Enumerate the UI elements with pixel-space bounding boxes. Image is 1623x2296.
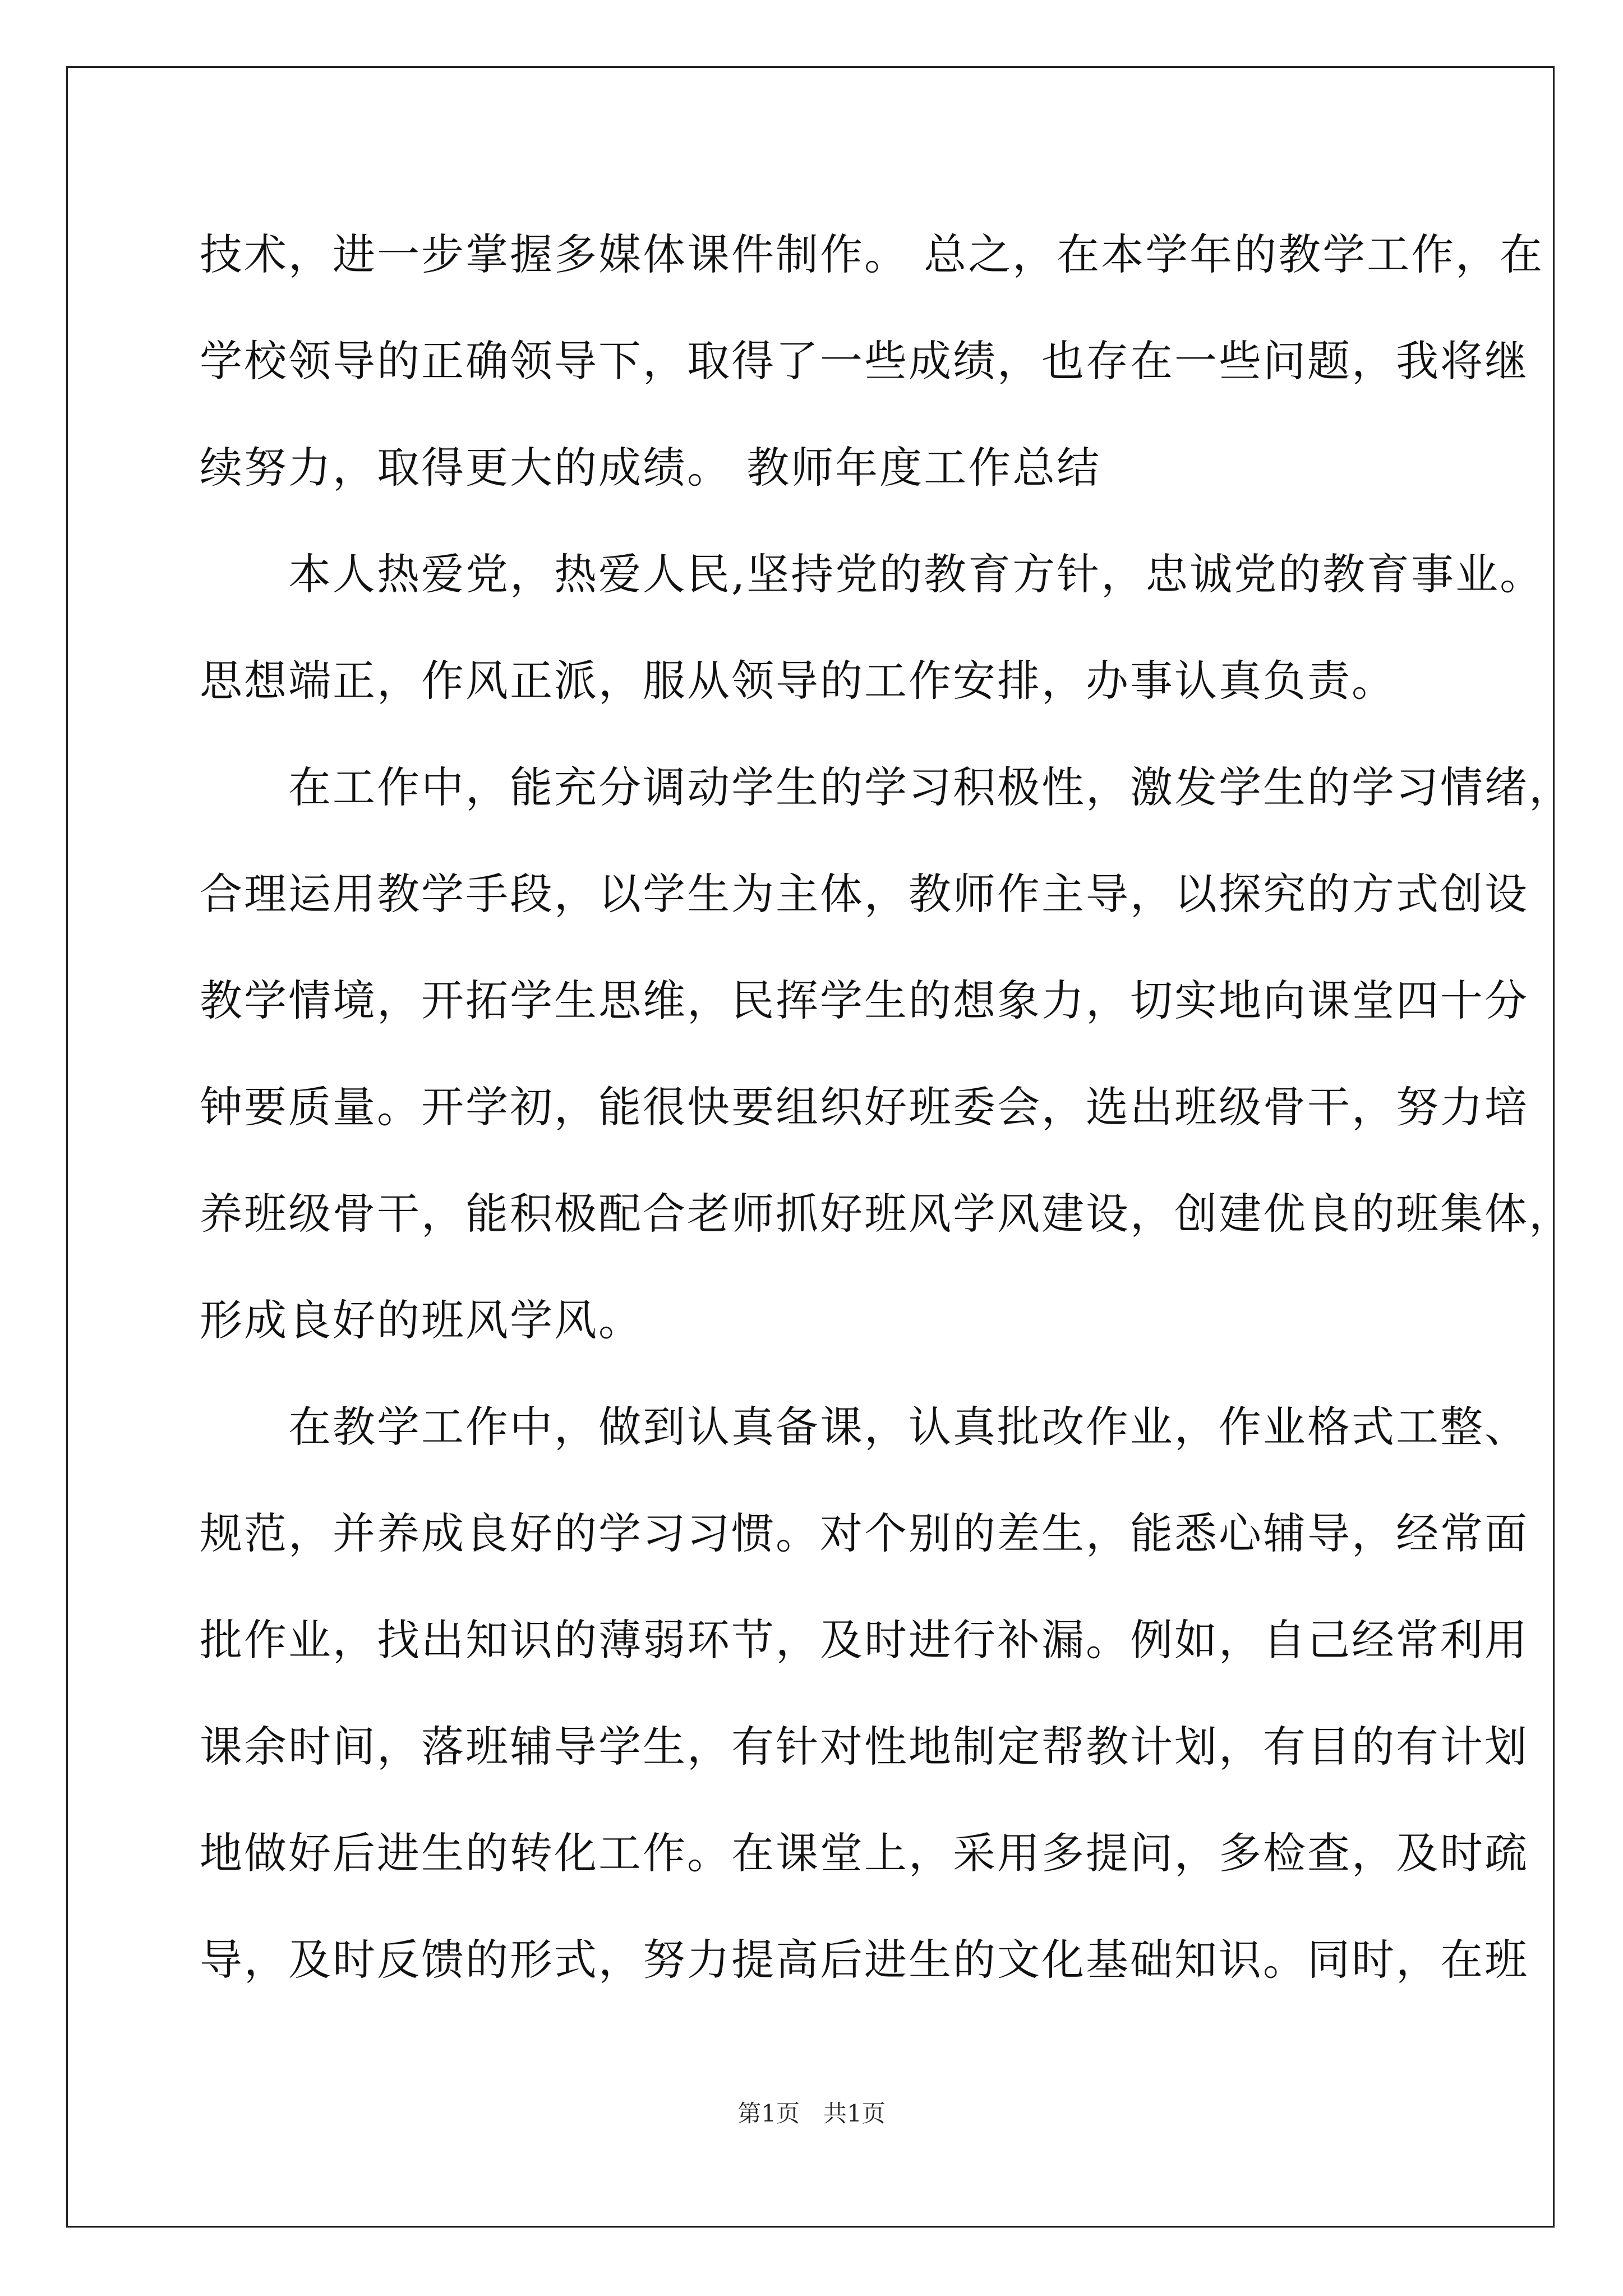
text-line: 批作业，找出知识的薄弱环节，及时进行补漏。例如，自己经常利用 [200,1615,1529,1665]
text-line: 合理运用教学手段，以学生为主体，教师作主导，以探究的方式创设 [200,869,1529,919]
text-line: 教学情境，开拓学生思维，民挥学生的想象力，切实地向课堂四十分 [200,976,1529,1025]
text-line: 课余时间，落班辅导学生，有针对性地制定帮教计划，有目的有计划 [200,1722,1529,1772]
text-line: 钟要质量。开学初，能很快要组织好班委会，选出班级骨干，努力培 [200,1082,1529,1132]
text-line: 本人热爱党，热爱人民,坚持党的教育方针，忠诚党的教育事业。 [200,549,1544,599]
text-line: 在工作中，能充分调动学生的学习积极性，激发学生的学习情绪， [200,762,1573,812]
text-line: 技术，进一步掌握多媒体课件制作。 总之，在本学年的教学工作，在 [200,229,1544,279]
text-line: 形成良好的班风学风。 [200,1295,643,1345]
text-line: 在教学工作中，做到认真备课，认真批改作业，作业格式工整、 [200,1402,1529,1452]
text-line: 养班级骨干，能积极配合老师抓好班风学风建设，创建优良的班集体， [200,1189,1573,1239]
text-line: 学校领导的正确领导下，取得了一些成绩，也存在一些问题，我将继 [200,336,1529,386]
text-line: 思想端正，作风正派，服从领导的工作安排，办事认真负责。 [200,656,1396,706]
text-line: 续努力，取得更大的成绩。 教师年度工作总结 [200,443,1101,493]
text-line: 导，及时反馈的形式，努力提高后进生的文化基础知识。同时，在班 [200,1935,1529,1985]
page-number-footer: 第1页 共1页 [737,2100,886,2127]
text-line: 地做好后进生的转化工作。在课堂上，采用多提问，多检查，及时疏 [200,1828,1529,1878]
text-line: 规范，并养成良好的学习习惯。对个别的差生，能悉心辅导，经常面 [200,1508,1529,1558]
